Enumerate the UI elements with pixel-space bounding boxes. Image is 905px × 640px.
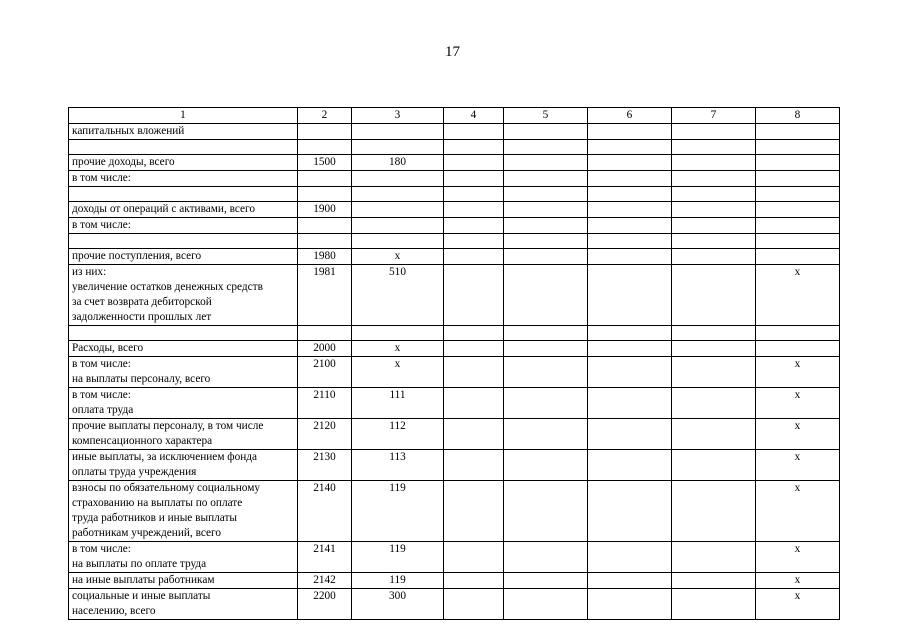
table-header-row [69,108,840,124]
table-row [69,419,840,450]
row-code-cell: 2110 [298,388,352,419]
value-cell [588,573,672,589]
page-number: 17 [445,44,460,60]
kosgu-code-cell [352,202,444,218]
kosgu-code-cell [352,124,444,140]
value-cell [588,249,672,265]
column-8-cell [756,171,840,187]
value-cell [504,341,588,357]
value-cell [588,171,672,187]
value-cell [672,589,756,620]
kosgu-code-cell: 510 [352,265,444,326]
row-label-cell: доходы от операций с активами, всего [69,202,298,218]
row-label-cell: в том числе: оплата труда [69,388,298,419]
value-cell [444,202,504,218]
row-label-cell [69,187,298,202]
value-cell [588,450,672,481]
value-cell [672,326,756,341]
row-code-cell: 2120 [298,419,352,450]
row-label-cell: взносы по обязательному социальному страхованию на выплаты по оплате труда работников и иные выплаты работникам учреждений, всего [69,481,298,542]
kosgu-code-cell [352,234,444,249]
value-cell [504,326,588,341]
value-cell [504,187,588,202]
value-cell [444,573,504,589]
column-8-cell [756,326,840,341]
value-cell [672,450,756,481]
value-cell [504,481,588,542]
column-8-cell: х [756,388,840,419]
row-label-cell: социальные и иные выплаты населению, всего [69,589,298,620]
value-cell [444,140,504,155]
table-row [69,357,840,388]
column-header: 8 [756,108,840,124]
column-8-cell [756,341,840,357]
row-code-cell [298,218,352,234]
value-cell [672,388,756,419]
row-code-cell [298,326,352,341]
table-row [69,589,840,620]
value-cell [444,155,504,171]
row-label-cell: в том числе: на выплаты персоналу, всего [69,357,298,388]
column-8-cell [756,234,840,249]
value-cell [588,140,672,155]
table-row [69,249,840,265]
column-8-cell [756,218,840,234]
value-cell [444,265,504,326]
table-row [69,542,840,573]
row-label-cell: в том числе: [69,218,298,234]
value-cell [444,341,504,357]
value-cell [588,357,672,388]
value-cell [504,202,588,218]
table-row [69,155,840,171]
table-row [69,234,840,249]
value-cell [444,388,504,419]
kosgu-code-cell: 111 [352,388,444,419]
row-label-cell: Расходы, всего [69,341,298,357]
value-cell [588,124,672,140]
table-row [69,140,840,155]
value-cell [588,419,672,450]
value-cell [504,171,588,187]
value-cell [672,265,756,326]
column-header: 6 [588,108,672,124]
value-cell [444,419,504,450]
value-cell [504,542,588,573]
kosgu-code-cell [352,326,444,341]
row-label-cell: прочие поступления, всего [69,249,298,265]
table-row [69,326,840,341]
value-cell [672,419,756,450]
column-8-cell: х [756,481,840,542]
table-row [69,265,840,326]
row-code-cell [298,187,352,202]
kosgu-code-cell: 180 [352,155,444,171]
table-row [69,481,840,542]
column-8-cell: х [756,265,840,326]
table-row [69,187,840,202]
row-code-cell: 2140 [298,481,352,542]
column-8-cell: х [756,450,840,481]
column-8-cell [756,124,840,140]
value-cell [588,589,672,620]
table-row [69,218,840,234]
value-cell [444,326,504,341]
column-8-cell: х [756,357,840,388]
value-cell [588,341,672,357]
table-row [69,171,840,187]
row-code-cell: 2000 [298,341,352,357]
row-label-cell [69,234,298,249]
column-header: 5 [504,108,588,124]
value-cell [672,341,756,357]
value-cell [588,218,672,234]
value-cell [444,124,504,140]
kosgu-code-cell [352,171,444,187]
column-8-cell: х [756,573,840,589]
value-cell [444,450,504,481]
row-code-cell [298,124,352,140]
value-cell [444,481,504,542]
row-label-cell: в том числе: [69,171,298,187]
column-8-cell [756,140,840,155]
value-cell [504,218,588,234]
table-row [69,450,840,481]
value-cell [444,589,504,620]
value-cell [504,589,588,620]
row-code-cell: 1980 [298,249,352,265]
kosgu-code-cell: 119 [352,573,444,589]
column-8-cell: х [756,542,840,573]
value-cell [444,542,504,573]
value-cell [504,155,588,171]
value-cell [672,218,756,234]
kosgu-code-cell: 119 [352,481,444,542]
kosgu-code-cell: х [352,249,444,265]
row-label-cell: в том числе: на выплаты по оплате труда [69,542,298,573]
kosgu-code-cell: 113 [352,450,444,481]
column-8-cell [756,155,840,171]
value-cell [672,357,756,388]
value-cell [444,218,504,234]
column-8-cell: х [756,589,840,620]
value-cell [504,249,588,265]
kosgu-code-cell: 119 [352,542,444,573]
value-cell [672,481,756,542]
row-code-cell: 2142 [298,573,352,589]
value-cell [444,249,504,265]
value-cell [672,187,756,202]
column-8-cell: х [756,419,840,450]
value-cell [588,388,672,419]
kosgu-code-cell [352,187,444,202]
value-cell [672,249,756,265]
row-label-cell: из них: увеличение остатков денежных средств за счет возврата дебиторской задолженности прошлых лет [69,265,298,326]
financial-table [68,107,840,620]
value-cell [672,234,756,249]
value-cell [588,542,672,573]
column-8-cell [756,187,840,202]
value-cell [588,326,672,341]
column-header: 1 [69,108,298,124]
value-cell [672,542,756,573]
kosgu-code-cell [352,140,444,155]
column-8-cell [756,249,840,265]
row-label-cell [69,140,298,155]
table-row [69,124,840,140]
value-cell [672,140,756,155]
value-cell [672,171,756,187]
row-code-cell: 1500 [298,155,352,171]
value-cell [672,202,756,218]
value-cell [588,265,672,326]
value-cell [444,234,504,249]
value-cell [444,357,504,388]
column-header: 7 [672,108,756,124]
value-cell [672,155,756,171]
value-cell [588,481,672,542]
row-code-cell: 2141 [298,542,352,573]
row-code-cell [298,171,352,187]
table-row [69,341,840,357]
value-cell [504,234,588,249]
row-label-cell: иные выплаты, за исключением фонда оплаты труда учреждения [69,450,298,481]
value-cell [504,357,588,388]
row-label-cell: прочие выплаты персоналу, в том числе компенсационного характера [69,419,298,450]
row-label-cell: капитальных вложений [69,124,298,140]
row-code-cell: 1981 [298,265,352,326]
value-cell [588,187,672,202]
kosgu-code-cell: 112 [352,419,444,450]
row-code-cell [298,140,352,155]
value-cell [444,171,504,187]
column-header: 2 [298,108,352,124]
row-code-cell: 1900 [298,202,352,218]
row-label-cell [69,326,298,341]
value-cell [588,155,672,171]
row-label-cell: прочие доходы, всего [69,155,298,171]
value-cell [504,124,588,140]
kosgu-code-cell [352,218,444,234]
value-cell [588,202,672,218]
value-cell [504,265,588,326]
value-cell [504,450,588,481]
table-row [69,573,840,589]
value-cell [444,187,504,202]
value-cell [672,573,756,589]
value-cell [504,573,588,589]
value-cell [504,388,588,419]
row-code-cell: 2200 [298,589,352,620]
kosgu-code-cell: х [352,341,444,357]
kosgu-code-cell: 300 [352,589,444,620]
row-code-cell [298,234,352,249]
row-label-cell: на иные выплаты работникам [69,573,298,589]
column-8-cell [756,202,840,218]
value-cell [672,124,756,140]
column-header: 3 [352,108,444,124]
value-cell [504,419,588,450]
table-row [69,202,840,218]
value-cell [504,140,588,155]
value-cell [588,234,672,249]
table-row [69,388,840,419]
row-code-cell: 2130 [298,450,352,481]
kosgu-code-cell: х [352,357,444,388]
row-code-cell: 2100 [298,357,352,388]
column-header: 4 [444,108,504,124]
